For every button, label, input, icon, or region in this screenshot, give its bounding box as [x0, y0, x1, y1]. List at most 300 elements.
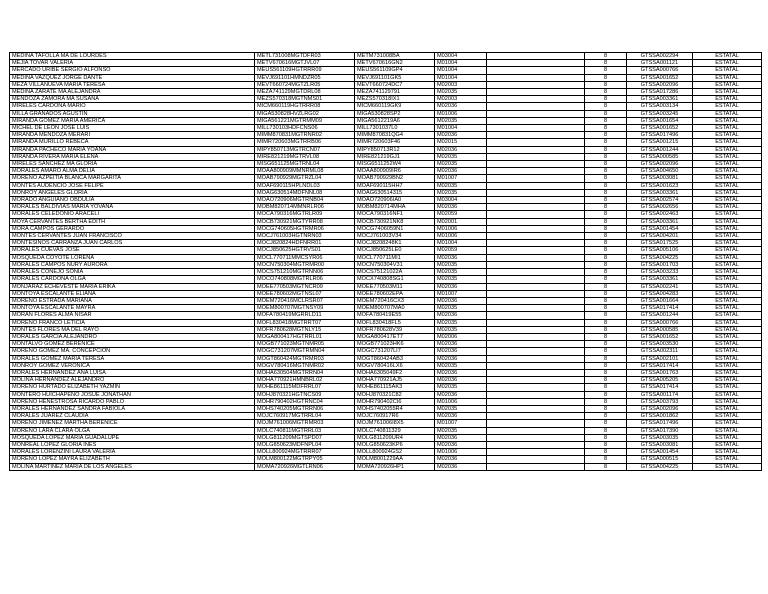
- type-cell: ESTATAL: [693, 89, 762, 96]
- clues-cell: GTSSA003233: [627, 269, 693, 276]
- rfc-cell: MOJM761006I8X5: [355, 420, 435, 427]
- name-cell: MILLA GRANADOS AGUSTIN: [10, 110, 255, 117]
- rfc-cell: MOEE770503M11: [355, 283, 435, 290]
- clues-cell: GTSSA001652: [627, 74, 693, 81]
- level-cell: 8: [585, 319, 627, 326]
- code-cell: M02035: [435, 189, 487, 196]
- rfc-cell: MOLG811209UR4: [355, 434, 435, 441]
- table-row: [10, 319, 762, 326]
- table-row: [10, 427, 762, 434]
- level-cell: 8: [585, 348, 627, 355]
- blank-cell: [487, 153, 585, 160]
- code-cell: M02035: [435, 117, 487, 124]
- curp-cell: MEVT660724MGTZLR05: [255, 81, 355, 88]
- type-cell: ESTATAL: [693, 413, 762, 420]
- curp-cell: MOCG740605HGTRMR06: [255, 225, 355, 232]
- table-row: [10, 297, 762, 304]
- code-cell: M02035: [435, 305, 487, 312]
- type-cell: ESTATAL: [693, 132, 762, 139]
- name-cell: MOSQUEDA LOPEZ MARIA GUADALUPE: [10, 434, 255, 441]
- rfc-cell: MOCS75121022A: [355, 269, 435, 276]
- level-cell: 8: [585, 53, 627, 60]
- type-cell: ESTATAL: [693, 197, 762, 204]
- table-row: [10, 197, 762, 204]
- rfc-cell: MOHA770921AJ5: [355, 377, 435, 384]
- code-cell: M02036: [435, 369, 487, 376]
- rfc-cell: MILL7301037L0: [355, 125, 435, 132]
- table-row: [10, 449, 762, 456]
- clues-cell: GTSSA000515: [627, 456, 693, 463]
- type-cell: ESTATAL: [693, 362, 762, 369]
- type-cell: ESTATAL: [693, 240, 762, 247]
- code-cell: M02003: [435, 81, 487, 88]
- blank-cell: [487, 297, 585, 304]
- table-row: [10, 348, 762, 355]
- blank-cell: [487, 254, 585, 261]
- name-cell: MEZA VILLANUEVA MARIA TERESA: [10, 81, 255, 88]
- clues-cell: GTSSA004201: [627, 233, 693, 240]
- name-cell: MORAN FLORES ALMA NISAR: [10, 312, 255, 319]
- blank-cell: [487, 125, 585, 132]
- code-cell: M02036: [435, 312, 487, 319]
- code-cell: M02059: [435, 247, 487, 254]
- code-cell: M02036: [435, 413, 487, 420]
- table-row: [10, 247, 762, 254]
- name-cell: MOYA CERVANTES BERTHA EDITH: [10, 218, 255, 225]
- name-cell: MORALES JUAREZ CLAUDIA: [10, 413, 255, 420]
- blank-cell: [487, 326, 585, 333]
- type-cell: ESTATAL: [693, 348, 762, 355]
- blank-cell: [487, 182, 585, 189]
- rfc-cell: MOFL830418FL5: [355, 319, 435, 326]
- rfc-cell: MOCN750304V31: [355, 261, 435, 268]
- blank-cell: [487, 60, 585, 67]
- clues-cell: GTSSA004650: [627, 168, 693, 175]
- level-cell: 8: [585, 74, 627, 81]
- type-cell: ESTATAL: [693, 391, 762, 398]
- name-cell: MORA CAMPOS GERARDO: [10, 225, 255, 232]
- table-row: [10, 413, 762, 420]
- curp-cell: MOLM800122MGTRPY05: [255, 456, 355, 463]
- clues-cell: GTSSA001215: [627, 139, 693, 146]
- type-cell: ESTATAL: [693, 53, 762, 60]
- blank-cell: [487, 197, 585, 204]
- code-cell: M02015: [435, 139, 487, 146]
- clues-cell: GTSSA000766: [627, 67, 693, 74]
- clues-cell: GTSSA001862: [627, 413, 693, 420]
- code-cell: M01007: [435, 175, 487, 182]
- table-row: [10, 405, 762, 412]
- blank-cell: [487, 463, 585, 470]
- level-cell: 8: [585, 146, 627, 153]
- curp-cell: MOCJ850625HGTRVS01: [255, 247, 355, 254]
- rfc-cell: MOLC740811329: [355, 427, 435, 434]
- table-row: [10, 434, 762, 441]
- table-row: [10, 254, 762, 261]
- blank-cell: [487, 283, 585, 290]
- blank-cell: [487, 146, 585, 153]
- rfc-cell: MICM660119GK9: [355, 103, 435, 110]
- level-cell: 8: [585, 233, 627, 240]
- blank-cell: [487, 117, 585, 124]
- table-row: [10, 53, 762, 60]
- name-cell: MONTALVO GOMEZ BERENICE: [10, 341, 255, 348]
- blank-cell: [487, 204, 585, 211]
- name-cell: MONROY ANGELES GLORIA: [10, 189, 255, 196]
- name-cell: MONTES FLORES MA DEL RAYO: [10, 326, 255, 333]
- type-cell: ESTATAL: [693, 168, 762, 175]
- level-cell: 8: [585, 254, 627, 261]
- rfc-cell: MOAA800909IR6: [355, 168, 435, 175]
- blank-cell: [487, 240, 585, 247]
- rfc-cell: MOHJ870321C82: [355, 391, 435, 398]
- clues-cell: GTSSA001623: [627, 182, 693, 189]
- table-row: [10, 362, 762, 369]
- level-cell: 8: [585, 225, 627, 232]
- clues-cell: GTSSA003081: [627, 175, 693, 182]
- code-cell: M01006: [435, 225, 487, 232]
- table-body: [10, 53, 762, 471]
- blank-cell: [487, 89, 585, 96]
- level-cell: 8: [585, 218, 627, 225]
- table-row: [10, 146, 762, 153]
- blank-cell: [487, 384, 585, 391]
- clues-cell: GTSSA001174: [627, 391, 693, 398]
- curp-cell: MOAB790929MGTRZL04: [255, 175, 355, 182]
- blank-cell: [487, 434, 585, 441]
- type-cell: ESTATAL: [693, 384, 762, 391]
- type-cell: ESTATAL: [693, 326, 762, 333]
- clues-cell: GTSSA003035: [627, 434, 693, 441]
- type-cell: ESTATAL: [693, 189, 762, 196]
- name-cell: MIRELES SANCHEZ MA GLORIA: [10, 161, 255, 168]
- rfc-cell: MIRE821219GJ1: [355, 153, 435, 160]
- name-cell: MONTES CERVANTES JUAN FRANCISCO: [10, 233, 255, 240]
- name-cell: MORALES AMARO ALMA DELIA: [10, 168, 255, 175]
- clues-cell: GTSSA017414: [627, 384, 693, 391]
- name-cell: MORALES CUEVAS JOSE: [10, 247, 255, 254]
- type-cell: ESTATAL: [693, 269, 762, 276]
- name-cell: MORENO HURTADO ELIZABETH YAZMIN: [10, 384, 255, 391]
- code-cell: M02035: [435, 384, 487, 391]
- type-cell: ESTATAL: [693, 96, 762, 103]
- type-cell: ESTATAL: [693, 456, 762, 463]
- curp-cell: MICM660119HGTRRR08: [255, 103, 355, 110]
- rfc-cell: MIMM870831QG4: [355, 132, 435, 139]
- type-cell: ESTATAL: [693, 254, 762, 261]
- blank-cell: [487, 369, 585, 376]
- table-row: [10, 463, 762, 470]
- level-cell: 8: [585, 341, 627, 348]
- name-cell: MONTOYA ESCALANTE ELIANA: [10, 290, 255, 297]
- level-cell: 8: [585, 434, 627, 441]
- type-cell: ESTATAL: [693, 427, 762, 434]
- level-cell: 8: [585, 67, 627, 74]
- rfc-cell: MOEM720416CX3: [355, 297, 435, 304]
- name-cell: MOLINA MARTINEZ MARIA DE LOS ANGELES: [10, 463, 255, 470]
- level-cell: 8: [585, 103, 627, 110]
- rfc-cell: MOMA720926HP1: [355, 463, 435, 470]
- name-cell: MORENO GOMEZ MA. CONCEPCION: [10, 348, 255, 355]
- rfc-cell: MOCB730921NK8: [355, 218, 435, 225]
- curp-cell: MOEM720416MCLRSR07: [255, 297, 355, 304]
- level-cell: 8: [585, 117, 627, 124]
- blank-cell: [487, 225, 585, 232]
- name-cell: MORENO AZPEITIA BLANCA MARGARITA: [10, 175, 255, 182]
- name-cell: MORALES BALDIVIAS MARIA YOVANA: [10, 204, 255, 211]
- code-cell: M02036: [435, 168, 487, 175]
- code-cell: M01004: [435, 74, 487, 81]
- curp-cell: MOHE861115MDFRRL07: [255, 384, 355, 391]
- code-cell: M02006: [435, 333, 487, 340]
- clues-cell: GTSSA001454: [627, 449, 693, 456]
- table-row: [10, 117, 762, 124]
- level-cell: 8: [585, 305, 627, 312]
- curp-cell: MOAA800909MMNRML08: [255, 168, 355, 175]
- curp-cell: MOBM820714MMNRLR06: [255, 204, 355, 211]
- clues-cell: GTSSA003361: [627, 276, 693, 283]
- clues-cell: GTSSA000585: [627, 326, 693, 333]
- rfc-cell: MOAG630514315: [355, 189, 435, 196]
- curp-cell: MOHS740205MGTRRN06: [255, 405, 355, 412]
- name-cell: MORALES HERNANDEZ SANDRA FABIOLA: [10, 405, 255, 412]
- table-row: [10, 125, 762, 132]
- rfc-cell: MOHE861115AK3: [355, 384, 435, 391]
- name-cell: MORENO JIMENEZ MARTHA BERENICE: [10, 420, 255, 427]
- clues-cell: GTSSA017414: [627, 305, 693, 312]
- table-row: [10, 341, 762, 348]
- table-row: [10, 182, 762, 189]
- rfc-cell: MOJC760917R6: [355, 413, 435, 420]
- clues-cell: GTSSA002294: [627, 53, 693, 60]
- blank-cell: [487, 420, 585, 427]
- type-cell: ESTATAL: [693, 74, 762, 81]
- rfc-cell: MEVJ691101GK5: [355, 74, 435, 81]
- blank-cell: [487, 96, 585, 103]
- level-cell: 8: [585, 413, 627, 420]
- clues-cell: GTSSA001244: [627, 146, 693, 153]
- clues-cell: GTSSA001664: [627, 297, 693, 304]
- blank-cell: [487, 218, 585, 225]
- rfc-cell: MIGA530828SP2: [355, 110, 435, 117]
- blank-cell: [487, 312, 585, 319]
- code-cell: M02035: [435, 276, 487, 283]
- rfc-cell: MOFA780419E55: [355, 312, 435, 319]
- rfc-cell: MOGC731207LI7: [355, 348, 435, 355]
- rfc-cell: MEZS570318IX1: [355, 96, 435, 103]
- type-cell: ESTATAL: [693, 355, 762, 362]
- type-cell: ESTATAL: [693, 463, 762, 470]
- blank-cell: [487, 405, 585, 412]
- curp-cell: MOMA720926MGTLRN06: [255, 463, 355, 470]
- code-cell: M02035: [435, 182, 487, 189]
- curp-cell: MOFA780419MGRRLD11: [255, 312, 355, 319]
- rfc-cell: MEUS561109GP4: [355, 67, 435, 74]
- blank-cell: [487, 305, 585, 312]
- table-row: [10, 312, 762, 319]
- rfc-cell: MIMR720603F46: [355, 139, 435, 146]
- type-cell: ESTATAL: [693, 449, 762, 456]
- curp-cell: MOHJ870321HGTNCS09: [255, 391, 355, 398]
- clues-cell: GTSSA001652: [627, 125, 693, 132]
- table-row: [10, 139, 762, 146]
- curp-cell: MOCS751210MGTRNN06: [255, 269, 355, 276]
- blank-cell: [487, 74, 585, 81]
- blank-cell: [487, 355, 585, 362]
- clues-cell: GTSSA001703: [627, 261, 693, 268]
- curp-cell: MIGA561221MGTRMM09: [255, 117, 355, 124]
- blank-cell: [487, 53, 585, 60]
- type-cell: ESTATAL: [693, 377, 762, 384]
- blank-cell: [487, 233, 585, 240]
- clues-cell: GTSSA000585: [627, 153, 693, 160]
- type-cell: ESTATAL: [693, 441, 762, 448]
- clues-cell: GTSSA017525: [627, 240, 693, 247]
- rfc-cell: MOCJ8208248K1: [355, 240, 435, 247]
- clues-cell: GTSSA003134: [627, 103, 693, 110]
- curp-cell: MOJM761006MGTRMR03: [255, 420, 355, 427]
- name-cell: MORALES CELEDONIO ARACELI: [10, 211, 255, 218]
- code-cell: M02036: [435, 204, 487, 211]
- type-cell: ESTATAL: [693, 276, 762, 283]
- table-row: [10, 67, 762, 74]
- table-row: [10, 211, 762, 218]
- code-cell: M02035: [435, 362, 487, 369]
- level-cell: 8: [585, 312, 627, 319]
- level-cell: 8: [585, 276, 627, 283]
- code-cell: M02036: [435, 434, 487, 441]
- rfc-cell: MOHR790402CI6: [355, 398, 435, 405]
- clues-cell: GTSSA005106: [627, 247, 693, 254]
- code-cell: M02036: [435, 283, 487, 290]
- type-cell: ESTATAL: [693, 182, 762, 189]
- code-cell: M02001: [435, 218, 487, 225]
- level-cell: 8: [585, 168, 627, 175]
- name-cell: MORALES CAMPOS NURY AURORA: [10, 261, 255, 268]
- clues-cell: GTSSA001244: [627, 312, 693, 319]
- name-cell: MORENO LARA CLARA OLGA: [10, 427, 255, 434]
- clues-cell: GTSSA017286: [627, 89, 693, 96]
- name-cell: MIRANDA GOMEZ MARIA AMERICA: [10, 117, 255, 124]
- name-cell: MORENO FRANCO LETICIA: [10, 319, 255, 326]
- table-row: [10, 391, 762, 398]
- curp-cell: MOFR780628MGTNLY15: [255, 326, 355, 333]
- curp-cell: MOJC760917MGTRRL04: [255, 413, 355, 420]
- name-cell: MOSQUEDA COYOTE LORENA: [10, 254, 255, 261]
- curp-cell: MOCJ761003HGTNRN03: [255, 233, 355, 240]
- clues-cell: GTSSA017496: [627, 420, 693, 427]
- blank-cell: [487, 362, 585, 369]
- table-row: [10, 261, 762, 268]
- curp-cell: MOAO720906MGTRNB04: [255, 197, 355, 204]
- type-cell: ESTATAL: [693, 319, 762, 326]
- curp-cell: MOHR790402HGTRNC04: [255, 398, 355, 405]
- name-cell: MORENO HENESTROSA RICARDO PABLO: [10, 398, 255, 405]
- blank-cell: [487, 290, 585, 297]
- blank-cell: [487, 67, 585, 74]
- table-row: [10, 81, 762, 88]
- curp-cell: MOLG811209MGTSPD07: [255, 434, 355, 441]
- clues-cell: GTSSA001121: [627, 60, 693, 67]
- type-cell: ESTATAL: [693, 333, 762, 340]
- type-cell: ESTATAL: [693, 146, 762, 153]
- clues-cell: GTSSA004225: [627, 254, 693, 261]
- blank-cell: [487, 449, 585, 456]
- clues-cell: GTSSA005205: [627, 377, 693, 384]
- code-cell: M02036: [435, 254, 487, 261]
- curp-cell: MOCN750304MGTRMR00: [255, 261, 355, 268]
- table-row: [10, 355, 762, 362]
- rfc-cell: MOCA790316NF1: [355, 211, 435, 218]
- code-cell: M02035: [435, 153, 487, 160]
- level-cell: 8: [585, 297, 627, 304]
- curp-cell: METV670616MGTJVL07: [255, 60, 355, 67]
- code-cell: M01004: [435, 60, 487, 67]
- table-row: [10, 89, 762, 96]
- clues-cell: GTSSA003081: [627, 441, 693, 448]
- curp-cell: MEVJ691101HMNDZR05: [255, 74, 355, 81]
- code-cell: M02036: [435, 297, 487, 304]
- type-cell: ESTATAL: [693, 204, 762, 211]
- clues-cell: GTSSA017414: [627, 362, 693, 369]
- blank-cell: [487, 348, 585, 355]
- blank-cell: [487, 441, 585, 448]
- code-cell: M02035: [435, 427, 487, 434]
- curp-cell: METL731008MGTDFR03: [255, 53, 355, 60]
- type-cell: ESTATAL: [693, 283, 762, 290]
- blank-cell: [487, 103, 585, 110]
- level-cell: 8: [585, 463, 627, 470]
- rfc-cell: MOCX740808SG1: [355, 276, 435, 283]
- code-cell: M02035: [435, 319, 487, 326]
- table-row: [10, 420, 762, 427]
- clues-cell: GTSSA001454: [627, 225, 693, 232]
- level-cell: 8: [585, 153, 627, 160]
- curp-cell: MOCA790316MGTRLR09: [255, 211, 355, 218]
- code-cell: M02036: [435, 377, 487, 384]
- code-cell: M02035: [435, 269, 487, 276]
- rfc-cell: MOGV780416LX6: [355, 362, 435, 369]
- code-cell: M01007: [435, 290, 487, 297]
- table-row: [10, 103, 762, 110]
- code-cell: M01006: [435, 233, 487, 240]
- table-row: [10, 269, 762, 276]
- code-cell: M02035: [435, 89, 487, 96]
- code-cell: M02036: [435, 456, 487, 463]
- rfc-cell: MOAO720906IA0: [355, 197, 435, 204]
- level-cell: 8: [585, 139, 627, 146]
- rfc-cell: MOGB771023HK6: [355, 341, 435, 348]
- curp-cell: MOLG850623MDFNPL04: [255, 441, 355, 448]
- table-row: [10, 96, 762, 103]
- curp-cell: MOEE770503MGTNCR09: [255, 283, 355, 290]
- table-row: [10, 384, 762, 391]
- curp-cell: MIMM870831MGTRNR02: [255, 132, 355, 139]
- level-cell: 8: [585, 189, 627, 196]
- clues-cell: GTSSA002096: [627, 405, 693, 412]
- type-cell: ESTATAL: [693, 125, 762, 132]
- curp-cell: MEZS570318MGTNMS01: [255, 96, 355, 103]
- table-row: [10, 326, 762, 333]
- code-cell: M02035: [435, 326, 487, 333]
- blank-cell: [487, 161, 585, 168]
- name-cell: MONTERO HUICHAPENO JOSUE JONATHAN: [10, 391, 255, 398]
- table-row: [10, 290, 762, 297]
- level-cell: 8: [585, 283, 627, 290]
- table-row: [10, 441, 762, 448]
- type-cell: ESTATAL: [693, 67, 762, 74]
- type-cell: ESTATAL: [693, 261, 762, 268]
